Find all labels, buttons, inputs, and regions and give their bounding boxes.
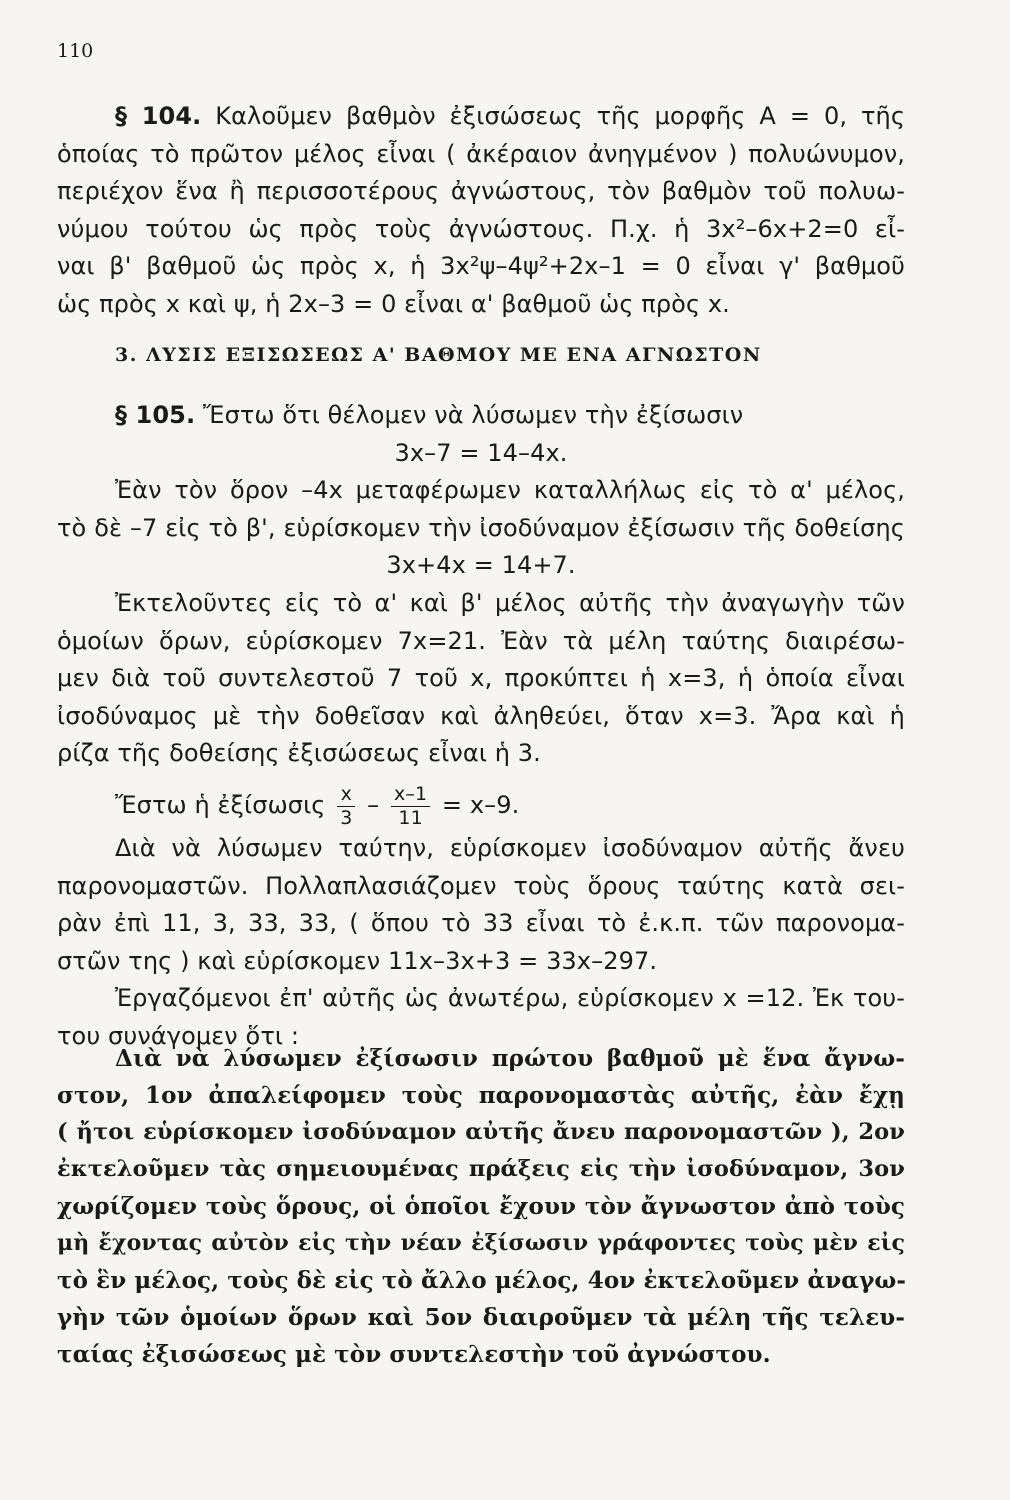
section-105-line-3: τὸ δὲ –7 εἰς τὸ β', εὑρίσκομεν τὴν ἰσοδύναμον ἐξίσωσιν τῆς δοθείσης: [57, 513, 905, 542]
section-105-line-4: Ἐκτελοῦντες εἰς τὸ α' καὶ β' μέλος αὐτῆς τὴν ἀναγωγὴν τῶν: [115, 588, 905, 617]
fraction-equation-lead: Ἔστω ἡ ἐξίσωσις: [115, 791, 326, 819]
section-104-line-6: ὡς πρὸς x καὶ ψ, ἡ 2x–3 = 0 εἶναι α' βαθμοῦ ὡς πρὸς x.: [57, 289, 730, 318]
chapter-heading-text: 3. ΛΥΣΙΣ ΕΞΙΣΩΣΕΩΣ Α' ΒΑΘΜΟΥ ΜΕ ΕΝΑ ΑΓΝΩΣΤΟΝ: [115, 344, 762, 366]
rule-line-6: μὴ ἔχοντας αὐτὸν εἰς τὴν νέαν ἐξίσωσιν γράφοντες τοὺς μὲν εἰς: [57, 1230, 905, 1256]
section-105-line-1: [57, 397, 905, 435]
fraction-1-denominator: 3: [340, 806, 353, 829]
section-104-line-1: [57, 98, 905, 136]
fraction-x-minus-1-over-11: [391, 782, 430, 829]
example-2-line-4: στῶν της ) καὶ εὑρίσκομεν 11x–3x+3 = 33x–297.: [57, 946, 658, 975]
example-2-line-1: Διὰ νὰ λύσωμεν ταύτην, εὑρίσκομεν ἰσοδύναμον αὐτῆς ἄνευ: [115, 834, 905, 862]
fraction-equation-rhs: = x–9.: [441, 791, 520, 819]
section-105: [57, 397, 905, 773]
fraction-x-over-3: [337, 782, 355, 829]
example-2-line-6: του συνάγομεν ὅτι :: [57, 1021, 300, 1050]
rule-line-1: Διὰ νὰ λύσωμεν ἐξίσωσιν πρώτου βαθμοῦ μὲ ἕνα ἄγνω-: [115, 1045, 905, 1072]
equation-2: 3x+4x = 14+7.: [386, 551, 576, 580]
example-2-line-5: Ἐργαζόμενοι ἐπ' αὐτῆς ὡς ἀνωτέρω, εὑρίσκομεν x =12. Ἐκ του-: [115, 984, 905, 1013]
section-105-line-5: ὁμοίων ὅρων, εὑρίσκομεν 7x=21. Ἐὰν τὰ μέλη ταύτης διαιρέσω-: [57, 626, 905, 655]
section-104-text-1: Καλοῦμεν βαθμὸν ἐξισώσεως τῆς μορφῆς A = 0, τῆς: [215, 102, 906, 130]
section-105-text-1: Ἔστω ὅτι θέλομεν νὰ λύσωμεν τὴν ἐξίσωσιν: [202, 401, 744, 429]
section-105-line-2: Ἐὰν τὸν ὅρον –4x μεταφέρωμεν καταλλήλως εἰς τὸ α' μέλος,: [115, 476, 905, 505]
section-105-line-7: ἰσοδύναμος μὲ τὴν δοθεῖσαν καὶ ἀληθεύει, ὅταν x=3. Ἄρα καὶ ἡ: [57, 701, 905, 730]
example-2-line-3: ρὰν ἐπὶ 11, 3, 33, 33, ( ὅπου τὸ 33 εἶναι τὸ ἐ.κ.π. τῶν παρονομα-: [57, 909, 905, 938]
fraction-equation: [57, 780, 905, 830]
page-number: 110: [57, 40, 94, 62]
equation-1: 3x–7 = 14–4x.: [394, 438, 568, 467]
rule-line-3: ( ἤτοι εὑρίσκομεν ἰσοδύναμον αὐτῆς ἄνευ παρονομαστῶν ), 2ον: [57, 1119, 905, 1145]
section-104-line-2: ὁποίας τὸ πρῶτον μέλος εἶναι ( ἀκέραιον ἀνηγμένον ) πολυώνυμον,: [57, 139, 905, 168]
example-2: [57, 780, 905, 1056]
section-105-line-8: ρίζα τῆς δοθείσης ἐξισώσεως εἶναι ἡ 3.: [57, 739, 541, 768]
fraction-minus-sign: –: [367, 791, 380, 819]
section-104-line-5: ναι β' βαθμοῦ ὡς πρὸς x, ἡ 3x²ψ–4ψ²+2x–1 = 0 εἶναι γ' βαθμοῦ: [57, 252, 905, 281]
chapter-heading: [57, 337, 905, 375]
section-104-number: § 104.: [115, 102, 202, 130]
rule-line-9: ταίας ἐξισώσεως μὲ τὸν συντελεστὴν τοῦ ἀγνώστου.: [57, 1341, 771, 1368]
rule-line-8: γὴν τῶν ὁμοίων ὅρων καὶ 5ον διαιροῦμεν τὰ μέλη τῆς τελευ-: [57, 1304, 905, 1331]
section-104: [57, 98, 905, 324]
rule-line-2: στον, 1ον ἀπαλείφομεν τοὺς παρονομαστὰς αὐτῆς, ἐὰν ἔχῃ: [57, 1082, 905, 1109]
fraction-2-numerator: x–1: [391, 785, 430, 807]
rule-summary: [57, 1040, 905, 1373]
fraction-1-numerator: x: [337, 785, 355, 807]
fraction-2-denominator: 11: [398, 806, 423, 829]
section-105-line-6: μεν διὰ τοῦ συντελεστοῦ 7 τοῦ x, προκύπτει ἡ x=3, ἡ ὁποία εἶναι: [57, 664, 905, 693]
rule-line-5: χωρίζομεν τοὺς ὅρους, οἱ ὁποῖοι ἔχουν τὸν ἄγνωστον ἀπὸ τοὺς: [57, 1193, 905, 1220]
section-104-line-3: περιέχον ἕνα ἢ περισσοτέρους ἀγνώστους, τὸν βαθμὸν τοῦ πολυω-: [57, 177, 905, 206]
section-104-line-4: νύμου τούτου ὡς πρὸς τοὺς ἀγνώστους. Π.χ. ἡ 3x²–6x+2=0 εἶ-: [57, 214, 905, 243]
section-105-number: § 105.: [115, 401, 196, 429]
rule-line-7: τὸ ἓν μέλος, τοὺς δὲ εἰς τὸ ἄλλο μέλος, 4ον ἐκτελοῦμεν ἀναγω-: [57, 1267, 907, 1294]
rule-line-4: ἐκτελοῦμεν τὰς σημειουμένας πράξεις εἰς τὴν ἰσοδύναμον, 3ον: [57, 1156, 905, 1182]
example-2-line-2: παρονομαστῶν. Πολλαπλασιάζομεν τοὺς ὅρους ταύτης κατὰ σει-: [57, 871, 905, 900]
